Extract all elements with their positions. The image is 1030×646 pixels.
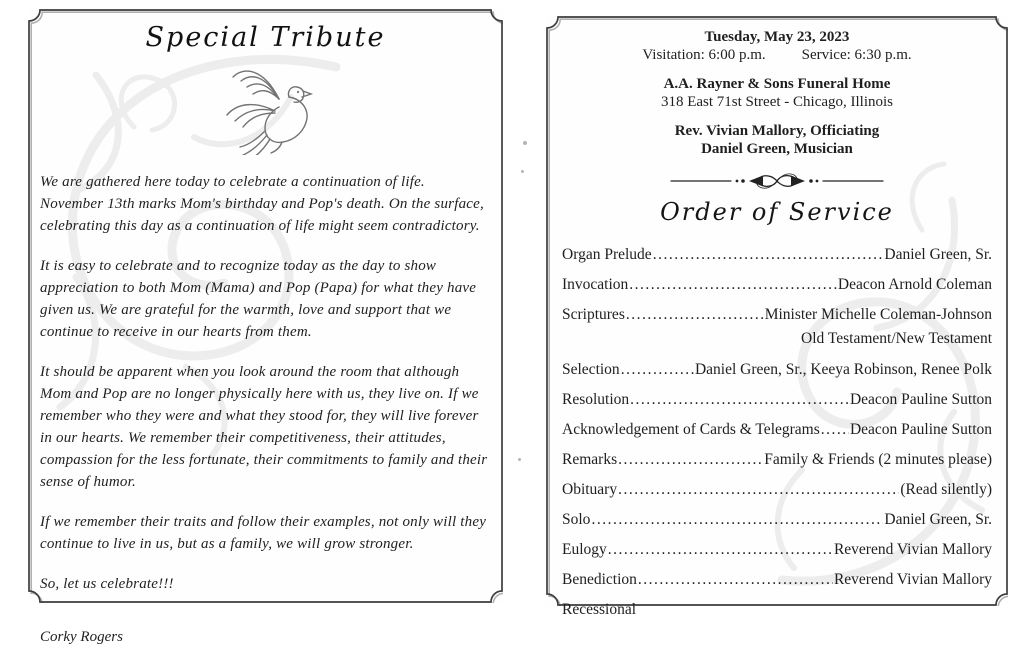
musician: Daniel Green, Musician <box>701 141 853 157</box>
order-item-label: Solo <box>562 511 591 528</box>
dot-leader <box>629 276 837 294</box>
order-item-value: Daniel Green, Sr. <box>884 511 992 528</box>
order-item-label: Acknowledgement of Cards & Telegrams <box>562 421 820 438</box>
page-title: Special Tribute <box>145 22 386 53</box>
order-item-label: Invocation <box>562 276 629 293</box>
order-item-subline: Old Testament/New Testament <box>801 330 992 347</box>
order-item-value: (Read silently) <box>900 481 992 498</box>
order-item-row <box>562 601 992 619</box>
order-item-row <box>562 246 992 264</box>
dot-leader <box>591 511 883 529</box>
officiant: Rev. Vivian Mallory, Officiating <box>674 123 880 139</box>
order-item-row <box>562 421 992 439</box>
service-times <box>562 47 992 64</box>
dot-leader <box>626 306 764 324</box>
venue-address: 318 East 71st Street - Chicago, Illinois <box>660 94 894 110</box>
order-item-value: Daniel Green, Sr. <box>884 246 992 263</box>
service-date: Tuesday, May 23, 2023 <box>704 29 850 45</box>
scan-speck <box>521 170 524 173</box>
order-item-label: Benediction <box>562 571 637 588</box>
venue-name: A.A. Rayner & Sons Funeral Home <box>663 76 891 92</box>
order-item-row <box>562 511 992 529</box>
order-item-row <box>562 361 992 379</box>
order-item-value: Deacon Pauline Sutton <box>849 421 992 438</box>
right-page <box>546 16 1008 618</box>
order-item-label: Obituary <box>562 481 618 498</box>
order-item-label: Eulogy <box>562 541 607 558</box>
paragraph: It should be apparent when you look around the room that although Mom and Pop are no longer physically here with us, they live on. If we remember who they were and what they stood for, they will live forever in our hearts. We remember their competitiveness, their attitudes, compassion for the less fortunate, their commitments to family and their sense of humor. <box>40 364 488 490</box>
order-item-row <box>562 451 992 469</box>
order-item-label: Remarks <box>562 451 618 468</box>
service-time: Service: 6:30 p.m. <box>801 47 912 63</box>
section-title: Order of Service <box>660 198 894 226</box>
paragraph: We are gathered here today to celebrate a continuation of life. November 13th marks Mom's birthday and Pop's death. On the surface, celebrating this day as a continuation of life might seem contradictory. <box>40 174 484 234</box>
order-of-service-list <box>562 246 992 619</box>
dot-leader <box>638 571 833 589</box>
order-item-label: Organ Prelude <box>562 246 652 263</box>
paragraph: If we remember their traits and follow their examples, not only will they continue to live in us, but as a family, we will grow stronger. <box>40 514 487 552</box>
dot-leader <box>608 541 833 559</box>
paragraph: It is easy to celebrate and to recognize today as the day to show appreciation to both Mom (Mama) and Pop (Papa) for what they have given us. We are grateful for the warmth, love and support that we continue to receive in our hearts from them. <box>40 258 477 340</box>
order-item-value: Daniel Green, Sr., Keeya Robinson, Renee Polk <box>694 361 992 378</box>
order-item-label: Recessional <box>562 601 637 618</box>
order-item-row <box>562 306 992 324</box>
order-item-label: Scriptures <box>562 306 625 323</box>
order-item-value: Deacon Pauline Sutton <box>849 391 992 408</box>
paragraph: So, let us celebrate!!! <box>40 576 174 592</box>
order-item-value: Minister Michelle Coleman-Johnson <box>764 306 992 323</box>
order-item-row <box>562 541 992 559</box>
scan-speck <box>518 458 521 461</box>
order-item-value: Reverend Vivian Mallory <box>833 571 992 588</box>
scan-speck <box>523 141 527 145</box>
order-item-value: Reverend Vivian Mallory <box>833 541 992 558</box>
order-item-label: Resolution <box>562 391 630 408</box>
order-item-value: Family & Friends (2 minutes please) <box>764 451 992 468</box>
signature: Corky Rogers <box>40 629 123 645</box>
order-item-row <box>562 276 992 294</box>
dot-leader <box>821 421 849 439</box>
dot-leader <box>621 361 694 379</box>
order-item-row <box>562 571 992 589</box>
order-item-label: Selection <box>562 361 620 378</box>
flourish-divider-icon <box>669 170 885 192</box>
order-item-row <box>562 481 992 499</box>
dove-icon <box>28 55 503 155</box>
left-page <box>28 9 503 645</box>
order-item-value: Deacon Arnold Coleman <box>837 276 992 293</box>
tribute-text <box>40 171 489 595</box>
visitation-time: Visitation: 6:00 p.m. <box>642 47 766 63</box>
dot-leader <box>653 246 884 264</box>
order-item-row <box>562 391 992 409</box>
dot-leader <box>618 481 899 499</box>
dot-leader <box>630 391 849 409</box>
dot-leader <box>618 451 763 469</box>
